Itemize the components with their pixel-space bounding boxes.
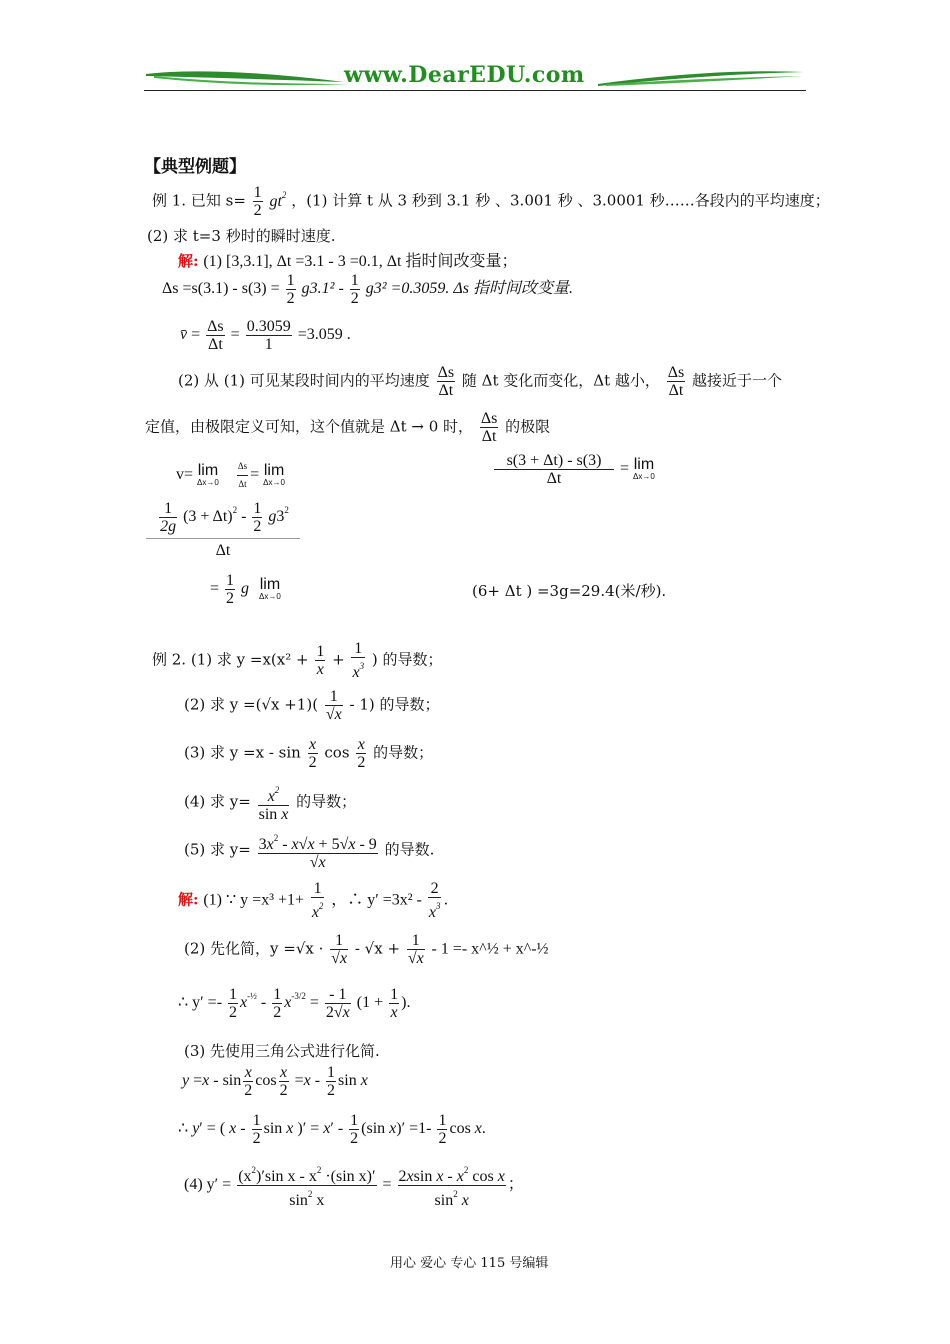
ex2-s4: (4) y′ = $\frac{(x^2)'\sin x - x^2 \cdot(\sin x)'}{\sin^2 x}$ = $\frac{2xsin x - x^2 \cos x}{\sin^2 x}$ ；: [184, 1162, 524, 1209]
ex1-average-velocity: v̄ = $\frac{\Delta s}{\Delta t}$ = $\frac{0.3059}{1}$ =3.059 .: [180, 318, 351, 353]
leaf-swoosh-left-icon: [144, 64, 354, 90]
ex2-q4: (4) 求 y= $\frac{x^2}{\text{sin x}}$ 的导数；: [184, 782, 356, 823]
ex1-solution-1: 解: (1) [3,3.1], Δt =3.1 - 3 =0.1, Δt 指时间改变量；: [178, 252, 518, 270]
header-rule: [144, 90, 806, 91]
ex2-q2: (2) 求 y =(√x +1)( $\frac{1}{√x}$ - 1) 的导数；: [184, 688, 440, 723]
ex1-para3: 定值，由极限定义可知，这个值就是 Δt → 0 时， $\frac{\Delta s}{\Delta t}$ 的极限: [145, 410, 551, 445]
ex2-s3-line1: y =x - sin $\frac{x}{2}$ cos $\frac{x}{2}$ =x - $\frac{1}{2}$ sin x: [182, 1064, 368, 1099]
ex1-limit-fraction: $\frac{s(3 + \Delta t) - s(3)}{\Delta t}$ = lim Δx→0: [492, 452, 655, 487]
ex2-q5: (5) 求 y= $\frac{3x^2 - x√x + 5√x - 9}{√x}$ 的导数.: [184, 830, 434, 871]
ex1-result: (6+ Δt ) =3g=29.4(米/秒).: [472, 582, 667, 600]
ex2-s3-line2: ∴ y′ = ( x - $\frac{1}{2}$ sin x )′ = x′ - $\frac{1}{2}$ (sin x)′ =1- $\frac{1}{2}$ cos x.: [178, 1112, 486, 1147]
ex1-para2: (2) 从 (1) 可见某段时间内的平均速度 $\frac{\Delta s}{\Delta t}$ 随 Δt 变化而变化，Δt 越小， $\frac{\Delta s}{\Delta t}$ 越接近于一个: [178, 364, 783, 399]
section-title: 【典型例题】: [144, 157, 246, 176]
ex1-limit-line: v= lim Δx→0 $\frac{\Delta s}{\Delta t}$ = lim Δx→0: [176, 458, 285, 493]
ex2-q3: (3) 求 y =x - sin $\frac{x}{2}$ cos $\frac{x}{2}$ 的导数；: [184, 736, 434, 771]
leaf-swoosh-right-icon: [596, 64, 806, 90]
ex2-s2-derivative: ∴ y′ =- $\frac{1}{2}$ $x^{-\frac{1}{2}}$ - $\frac{1}{2}$ $x^{-3/2}$ = $\frac{- 1}{2√x}$ (1 + $\frac{1}{x}$ ).: [178, 986, 411, 1021]
half-fraction: $\frac{1}{2}$: [253, 184, 262, 219]
gt2: $gt^2$: [269, 189, 287, 210]
ex2-s2: (2) 先化简，y =√x · $\frac{1}{√x}$ - √x + $\frac{1}{√x}$ - 1 =- x^½ + x^-½: [184, 932, 549, 967]
ex2-s1: 解: (1) ∵ y =x³ +1+ $\frac{1}{x^2}$ ，∴ y′ =3x² - $\frac{2}{x^3}$ .: [178, 880, 449, 921]
ex1-line1: 例 1. 已知 s= $\frac{1}{2}$ $gt^2$ ，(1) 计算 t 从 3 秒到 3.1 秒 、3.001 秒 、3.0001 秒……各段内的平均速度；: [152, 184, 830, 219]
ex1-line2: (2) 求 t=3 秒时的瞬时速度.: [147, 227, 336, 245]
ex2-q1: 例 2. (1) 求 y =x(x² + $\frac{1}{x}$ + $\frac{1}{x^3}$ ) 的导数；: [152, 640, 443, 681]
ex1-big-fraction: $\frac{1}{2g}$ $(3 + \Delta t)^2$ - $\frac{1}{2}$ $g3^2$ Δt: [146, 500, 300, 560]
site-logo: www.DearEDU.com: [344, 62, 585, 88]
header-banner: [144, 62, 806, 92]
ex1-limit-final: = $\frac{1}{2}$ g lim Δx→0: [210, 572, 281, 607]
ex2-s3-title: (3) 先使用三角公式进行化简.: [184, 1042, 380, 1060]
ex1-ds-line: Δs =s(3.1) - s(3) = $\frac{1}{2}$ g3.1² - $\frac{1}{2}$ g3² =0.3059. Δs 指时间改变量.: [162, 272, 573, 307]
page-footer: 用心 爱心 专心 115 号编辑: [390, 1256, 549, 1271]
